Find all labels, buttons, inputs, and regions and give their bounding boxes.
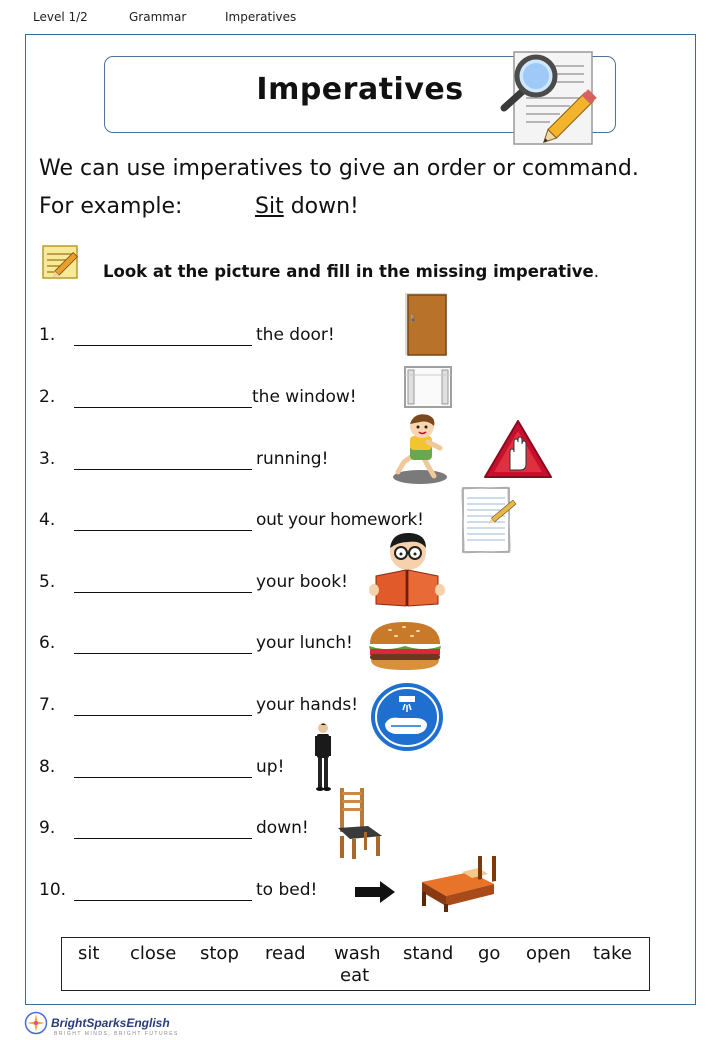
question-row — [0, 510, 720, 540]
word-bank-item: take — [593, 943, 632, 964]
example-sentence — [255, 194, 359, 219]
topic-label: Imperatives — [225, 10, 297, 24]
brightsparks-logo-icon — [24, 1011, 48, 1035]
answer-blank[interactable] — [74, 653, 252, 654]
question-text: down! — [256, 818, 309, 838]
question-row — [0, 325, 720, 355]
question-text: your book! — [256, 572, 348, 592]
burger-icon — [366, 620, 444, 672]
question-row — [0, 387, 720, 417]
answer-blank[interactable] — [74, 530, 252, 531]
answer-blank[interactable] — [74, 345, 252, 346]
arrow-right-icon — [354, 880, 396, 904]
question-number: 2. — [39, 387, 56, 407]
answer-blank[interactable] — [74, 777, 252, 778]
subject-label: Grammar — [129, 10, 187, 24]
word-bank-item: stop — [200, 943, 239, 964]
question-number: 3. — [39, 449, 56, 469]
question-number: 1. — [39, 325, 56, 345]
window-icon — [403, 365, 453, 409]
answer-blank[interactable] — [74, 407, 252, 408]
example-label: For example: — [39, 194, 183, 219]
intro-sentence: We can use imperatives to give an order or command. — [39, 156, 639, 181]
answer-blank[interactable] — [74, 900, 252, 901]
question-number: 6. — [39, 633, 56, 653]
word-bank-item: stand — [403, 943, 454, 964]
example-rest: down! — [283, 194, 359, 219]
example-verb: Sit — [255, 194, 284, 219]
question-text: to bed! — [256, 880, 318, 900]
bed-icon — [418, 856, 498, 912]
answer-blank[interactable] — [74, 715, 252, 716]
footer-brand: BrightSparksEnglish — [51, 1016, 170, 1030]
chair-icon — [334, 786, 386, 860]
question-text: your hands! — [256, 695, 359, 715]
question-text: up! — [256, 757, 285, 777]
word-bank-item: read — [265, 943, 306, 964]
question-row — [0, 633, 720, 663]
word-bank-item: open — [526, 943, 571, 964]
question-number: 10. — [39, 880, 67, 900]
word-bank-item: eat — [340, 965, 370, 986]
boy-reading-book-icon — [368, 530, 446, 608]
answer-blank[interactable] — [74, 838, 252, 839]
question-number: 9. — [39, 818, 56, 838]
door-icon — [404, 292, 448, 356]
word-bank-item: close — [130, 943, 177, 964]
magnifier-pencil-icon — [500, 46, 604, 150]
page-title: Imperatives — [256, 72, 464, 107]
question-row — [0, 572, 720, 602]
question-number: 7. — [39, 695, 56, 715]
question-text: the door! — [256, 325, 335, 345]
standing-man-icon — [312, 722, 334, 792]
question-text: your lunch! — [256, 633, 353, 653]
question-number: 8. — [39, 757, 56, 777]
stop-sign-icon — [482, 418, 554, 480]
running-boy-icon — [388, 412, 454, 486]
homework-paper-icon — [461, 484, 523, 556]
wash-hands-sign-icon — [369, 682, 445, 752]
question-text: out your homework! — [256, 510, 424, 530]
footer-tagline: BRIGHT MINDS, BRIGHT FUTURES — [54, 1031, 179, 1037]
question-row — [0, 757, 720, 787]
answer-blank[interactable] — [74, 469, 252, 470]
question-text: the window! — [252, 387, 357, 407]
question-row — [0, 695, 720, 725]
level-label: Level 1/2 — [33, 10, 88, 24]
question-number: 4. — [39, 510, 56, 530]
word-bank-item: sit — [78, 943, 100, 964]
notepad-pencil-icon — [42, 244, 80, 280]
word-bank-item: go — [478, 943, 501, 964]
answer-blank[interactable] — [74, 592, 252, 593]
question-text: running! — [256, 449, 329, 469]
instruction-text: Look at the picture and fill in the missing imperative. — [103, 262, 599, 281]
word-bank-item: wash — [334, 943, 381, 964]
question-number: 5. — [39, 572, 56, 592]
question-row — [0, 449, 720, 479]
